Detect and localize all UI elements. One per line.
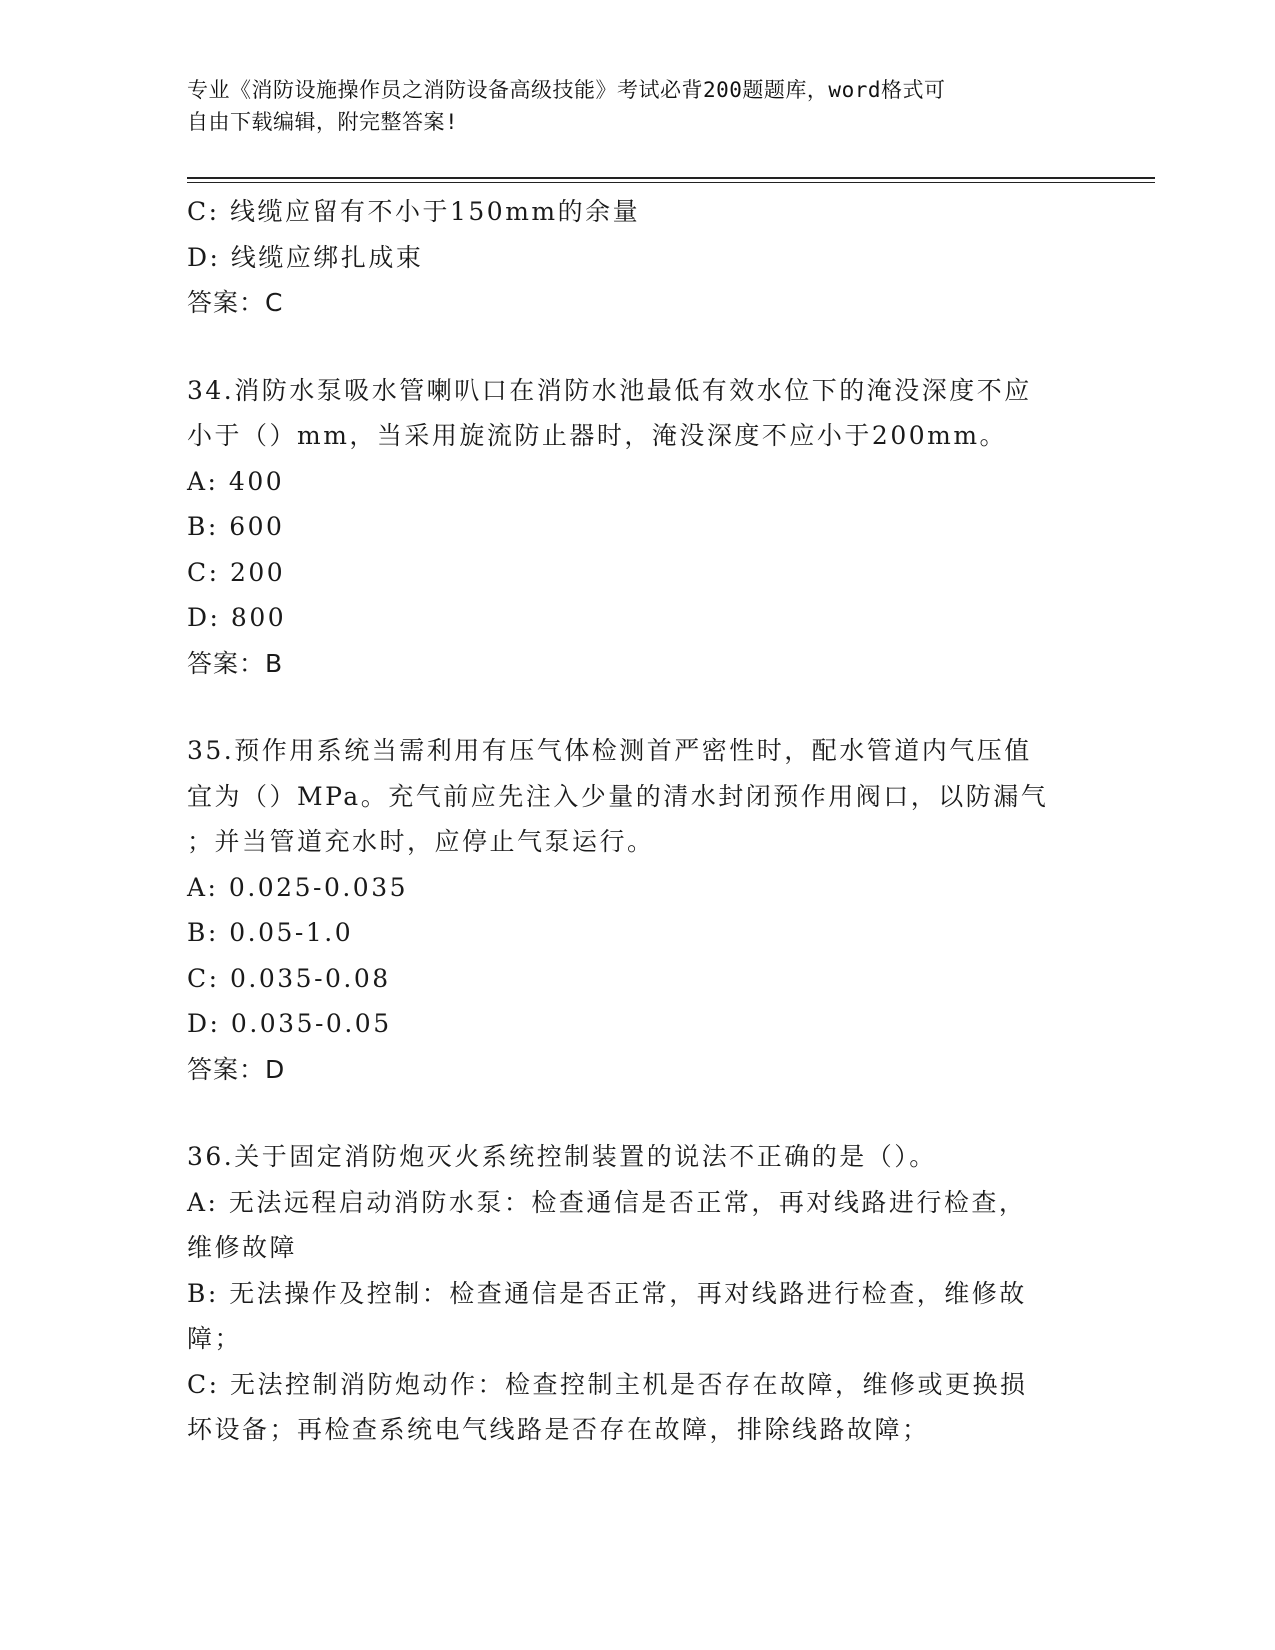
question-33-tail xyxy=(187,189,1077,326)
option-a: A: 0.025-0.035 xyxy=(187,872,409,902)
question-36 xyxy=(187,1134,1077,1453)
answer-line: 答案：C xyxy=(187,288,284,317)
option-c: C: 0.035-0.08 xyxy=(187,963,391,993)
option-a-continued: 维修故障 xyxy=(187,1233,298,1262)
question-35 xyxy=(187,728,1077,1092)
header-divider-thick xyxy=(187,177,1155,179)
option-b: B: 无法操作及控制：检查通信是否正常，再对线路进行检查，维修故 xyxy=(187,1278,1027,1308)
header-divider-thin xyxy=(187,182,1155,183)
header-line-1: 专业《消防设施操作员之消防设备高级技能》考试必背200题题库，word格式可 xyxy=(187,78,946,102)
question-stem: ；并当管道充水时，应停止气泵运行。 xyxy=(187,827,655,856)
option-d: D: 800 xyxy=(187,603,287,632)
question-stem: 36.关于固定消防炮灭火系统控制装置的说法不正确的是（）。 xyxy=(187,1142,937,1171)
option-c: C: 线缆应留有不小于150mm的余量 xyxy=(187,197,641,226)
option-b-continued: 障； xyxy=(187,1324,243,1353)
page-header xyxy=(187,74,1067,138)
question-stem: 34.消防水泵吸水管喇叭口在消防水池最低有效水位下的淹没深度不应 xyxy=(187,375,1032,405)
question-stem: 35.预作用系统当需利用有压气体检测首严密性时，配水管道内气压值 xyxy=(187,736,1032,765)
answer-line: 答案：D xyxy=(187,1054,286,1084)
option-c-continued: 坏设备；再检查系统电气线路是否存在故障，排除线路故障； xyxy=(187,1415,930,1444)
option-c: C: 200 xyxy=(187,557,286,587)
option-b: B: 600 xyxy=(187,512,285,541)
option-d: D: 0.035-0.05 xyxy=(187,1009,392,1038)
answer-line: 答案：B xyxy=(187,648,284,678)
question-stem: 宜为（）MPa。充气前应先注入少量的清水封闭预作用阀口，以防漏气 xyxy=(187,781,1049,811)
option-a: A: 无法远程启动消防水泵：检查通信是否正常，再对线路进行检查， xyxy=(187,1187,1027,1217)
document-body xyxy=(187,189,1077,1453)
question-stem: 小于（）mm，当采用旋流防止器时，淹没深度不应小于200mm。 xyxy=(187,421,1008,450)
option-b: B: 0.05-1.0 xyxy=(187,918,354,947)
option-a: A: 400 xyxy=(187,466,285,496)
header-line-2: 自由下载编辑，附完整答案! xyxy=(187,110,459,134)
question-34 xyxy=(187,368,1077,687)
option-c: C: 无法控制消防炮动作：检查控制主机是否存在故障，维修或更换损 xyxy=(187,1369,1028,1399)
option-d: D: 线缆应绑扎成束 xyxy=(187,242,424,272)
